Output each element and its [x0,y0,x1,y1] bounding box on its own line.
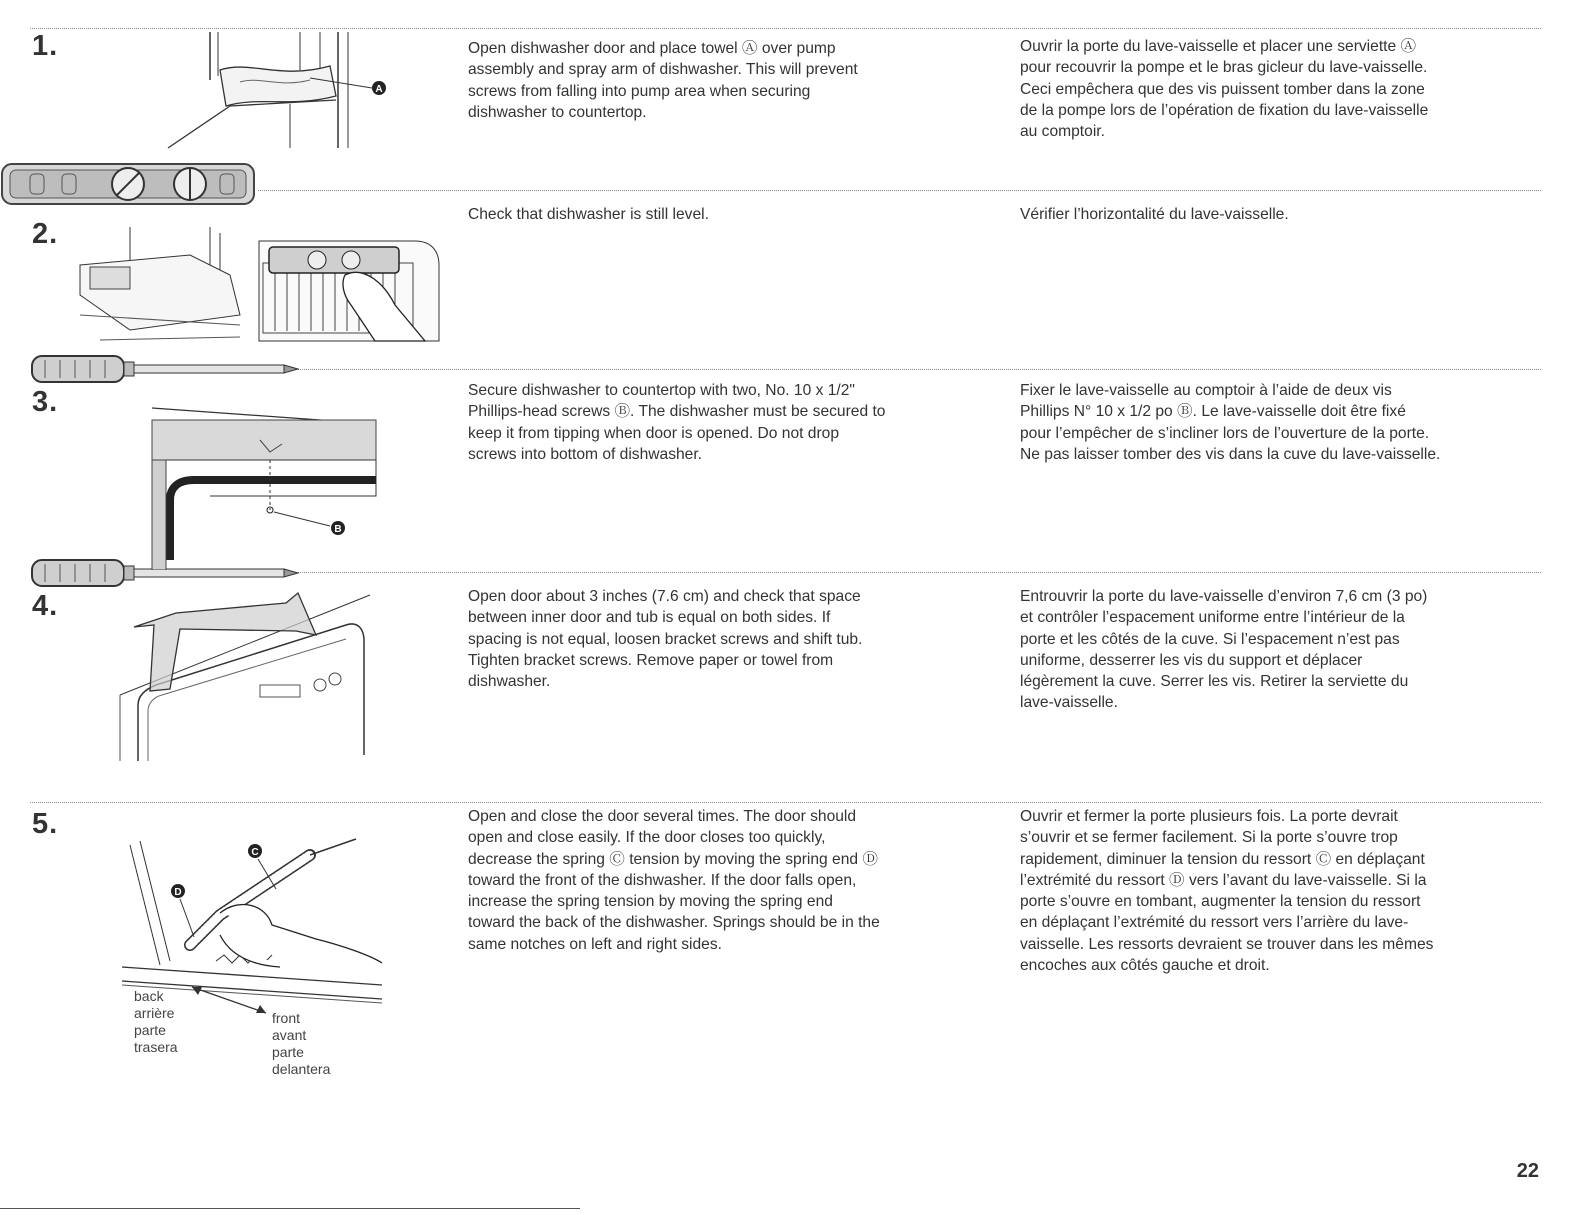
step4-french-text: Entrouvrir la porte du lave-vaisselle d’environ 7,6 cm (3 po) et contrôler l’espacement uniforme entre l’intérieur de la porte et les côtés de la cuve. Si l’espacement n’est pas uniforme, desserrer les vis du support et déplacer légèrement la cuve. Serrer les vis. Retirer la serviette du lave-vaisselle. [1020,588,1428,712]
step-number: 4. [32,590,59,622]
svg-text:B: B [334,524,342,535]
separator-rule [258,190,1541,191]
svg-text:D: D [174,887,182,898]
svg-text:A: A [375,84,383,95]
screwdriver-tool-icon [0,352,300,386]
svg-text:C: C [251,847,259,858]
step3-french-text: Fixer le lave-vaisselle au comptoir à l’aide de deux vis Phillips N° 10 x 1/2 po Ⓑ. Le lave-vaisselle doit être fixé pour l’empêcher de s’incliner lors de l’ouverture de la porte. Ne pas laisser tomber des vis dans la cuve du lave-vaisselle. [1020,382,1441,463]
front-label: front avant parte delantera [272,1010,331,1077]
level-tool-icon [0,160,258,210]
step2-english-text: Check that dishwasher is still level. [468,206,709,223]
step1-illustration [160,30,400,150]
step2-level-illustration [255,235,445,345]
footer-rule [0,1208,580,1209]
step2-dishwasher-illustration [70,225,250,350]
step1-french-text: Ouvrir la porte du lave-vaisselle et placer une serviette Ⓐ pour recouvrir la pompe et le bras gicleur du lave-vaisselle. Ceci empêchera que des vis puissent tomber dans la zone de la pompe lors de l’opération de fixation du lave-vaisselle au comptoir. [1020,38,1429,141]
step-number: 2. [32,218,59,250]
step3-english-text: Secure dishwasher to countertop with two, No. 10 x 1/2" Phillips-head screws Ⓑ. The dishwasher must be secured to keep it from tipping when door is opened. Do not drop screws into bottom of dishwasher. [468,382,886,463]
step1-english-text: Open dishwasher door and place towel Ⓐ over pump assembly and spray arm of dishwasher. This will prevent screws from falling into pump area when securing dishwasher to countertop. [468,40,858,121]
step-number: 5. [32,808,59,840]
separator-rule [30,28,1541,29]
step3-illustration [150,400,380,570]
step-number: 1. [32,30,59,62]
separator-rule [298,369,1541,370]
step5-english-text: Open and close the door several times. The door should open and close easily. If the door closes too quickly, decrease the spring Ⓒ tension by moving the spring end Ⓓ toward the front of the dishwasher. If the door falls open, increase the spring tension by moving the spring end toward the back of the dishwasher. Springs should be in the same notches on left and right sides. [468,808,880,953]
back-label: back arrière parte trasera [134,988,178,1055]
step5-french-text: Ouvrir et fermer la porte plusieurs fois. La porte devrait s’ouvrir et se fermer facilement. Si la porte s’ouvre trop rapidement, diminuer la tension du ressort Ⓒ en déplaçant l’extrémité du ressort Ⓓ vers l’avant du lave-vaisselle. Si la porte s’ouvre en tombant, augmenter la tension du ressort en déplaçant l’extrémité du ressort vers l’arrière du lave- vaisselle. Les ressorts devraient se trouver dans les mêmes encoches aux côtés gauche et droit. [1020,808,1434,975]
step4-english-text: Open door about 3 inches (7.6 cm) and check that space between inner door and tub is equal on both sides. If spacing is not equal, loosen bracket screws and shift tub. Tighten bracket screws. Remove paper or towel from dishwasher. [468,588,863,691]
step2-french-text: Vérifier l’horizontalité du lave-vaisselle. [1020,206,1289,223]
step-number: 3. [32,386,59,418]
step4-illustration [110,585,375,765]
separator-rule [30,802,1541,803]
separator-rule [298,572,1541,573]
page-number: 22 [1516,1160,1539,1182]
